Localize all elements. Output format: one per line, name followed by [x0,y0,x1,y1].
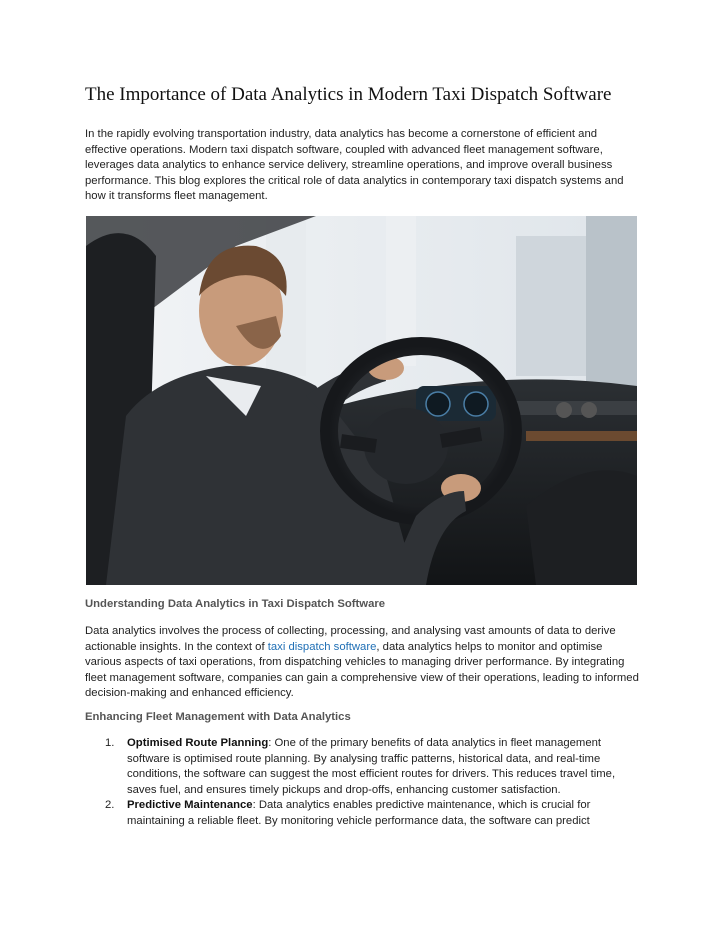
intro-paragraph: In the rapidly evolving transportation industry, data analytics has become a cornerstone of efficient and effective operations. Modern taxi dispatch software, coupled with advanced fleet management software, leverages data analytics to enhance service delivery, streamline operations, and improve overall business performance. This blog explores the critical role of data analytics in contemporary taxi dispatch systems and how it transforms fleet management. [85,128,624,202]
list-item-number: 2. [105,799,115,811]
list-item-title: Predictive Maintenance [127,799,253,811]
list-item-text: : Data analytics enables predictive maintenance, which is crucial for maintaining a reliable fleet. By monitoring vehicle performance data, the software can predict [127,799,591,827]
section-heading-understanding: Understanding Data Analytics in Taxi Dispatch Software [85,598,386,610]
list-item-title: Optimised Route Planning [127,737,269,749]
list-item [85,736,641,798]
paragraph-text-part: , data analytics helps to monitor and optimise various aspects of taxi operations, from dispatching vehicles to managing driver performance. By integrating fleet management software, companies can gain a comprehensive view of their operations, leading to informed decision-making and enhanced efficiency. [85,640,639,699]
section-heading-enhancing: Enhancing Fleet Management with Data Analytics [85,711,351,723]
page-title: The Importance of Data Analytics in Modern Taxi Dispatch Software [85,84,612,105]
list-item [85,798,641,829]
section-paragraph-understanding [85,624,641,702]
feature-list [85,736,641,829]
hero-image-driver [86,216,637,585]
list-item-text: : One of the primary benefits of data analytics in fleet management software is optimised route planning. By analysing traffic patterns, historical data, and real-time conditions, the software can suggest the most efficient routes for drivers. This reduces travel time, saves fuel, and ensures timely pickups and drop-offs, enhancing customer satisfaction. [127,737,616,796]
list-item-number: 1. [105,737,115,749]
paragraph-text-part: Data analytics involves the process of collecting, processing, and analysing vast amounts of data to derive actionable insights. In the context of [85,625,616,653]
taxi-dispatch-software-link[interactable]: taxi dispatch software [267,640,377,653]
